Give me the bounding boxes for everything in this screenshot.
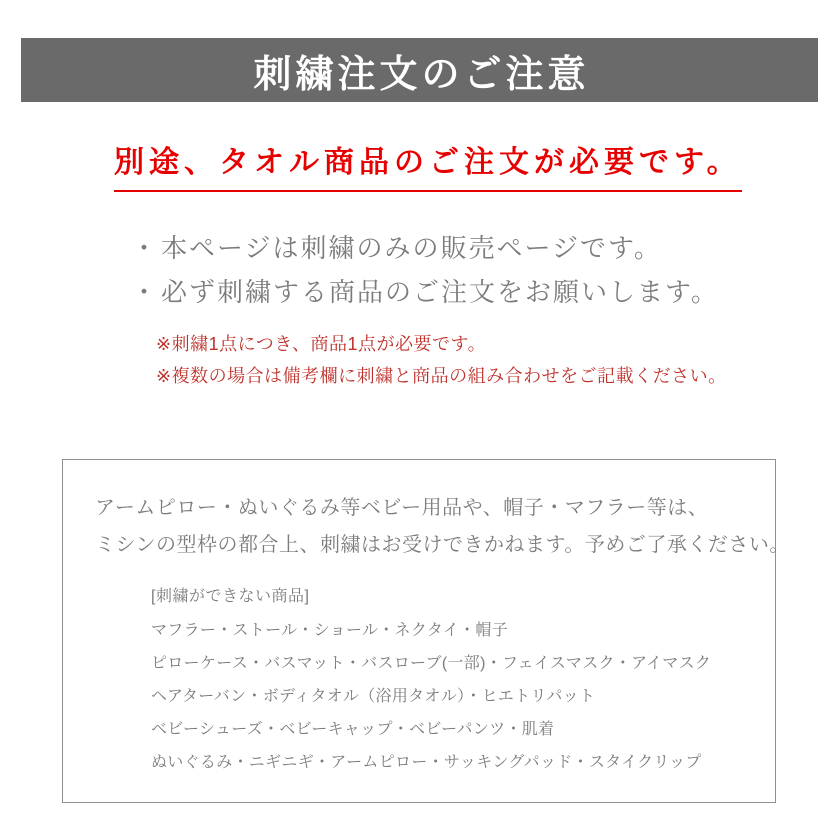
excluded-list [151,614,775,779]
bullet-text: 本ページは刺繍のみの販売ページです。 [161,233,662,263]
excluded-list-title: [刺繍ができない商品] [151,588,310,605]
warning-heading: 別途、タオル商品のご注文が必要です。 [114,144,742,192]
bullet-item [131,226,719,270]
info-intro [95,490,790,564]
bullet-marker: ・ [131,277,160,307]
info-intro-line: アームピロー・ぬいぐるみ等ベビー用品や、帽子・マフラー等は、 [95,497,709,519]
excluded-list-item: ヘアターバン・ボディタオル（浴用タオル）・ヒエトリパット [151,688,596,705]
page-title: 刺繍注文のご注意 [253,53,590,96]
info-box [62,459,790,803]
note-list [156,328,727,392]
excluded-list-item: ベビーシューズ・ベビーキャップ・ベビーパンツ・肌着 [151,721,555,738]
excluded-list-item: ぬいぐるみ・ニギニギ・アームピロー・サッキングパッド・スタイクリップ [151,754,702,771]
bullet-list [131,226,719,314]
note-line: ※刺繍1点につき、商品1点が必要です。 [156,334,487,354]
bullet-item [131,270,719,314]
bullet-text: 必ず刺繍する商品のご注文をお願いします。 [161,277,719,307]
bullet-marker: ・ [131,233,160,263]
note-line: ※複数の場合は備考欄に刺繍と商品の組み合わせをご記載ください。 [156,366,727,386]
excluded-list-item: マフラー・ストール・ショール・ネクタイ・帽子 [151,622,509,639]
excluded-list-item: ピローケース・バスマット・バスローブ(一部)・フェイスマスク・アイマスク [151,655,712,672]
page-title-banner [21,38,818,102]
info-intro-line: ミシンの型枠の都合上、刺繍はお受けできかねます。予めご了承ください。 [95,534,790,556]
